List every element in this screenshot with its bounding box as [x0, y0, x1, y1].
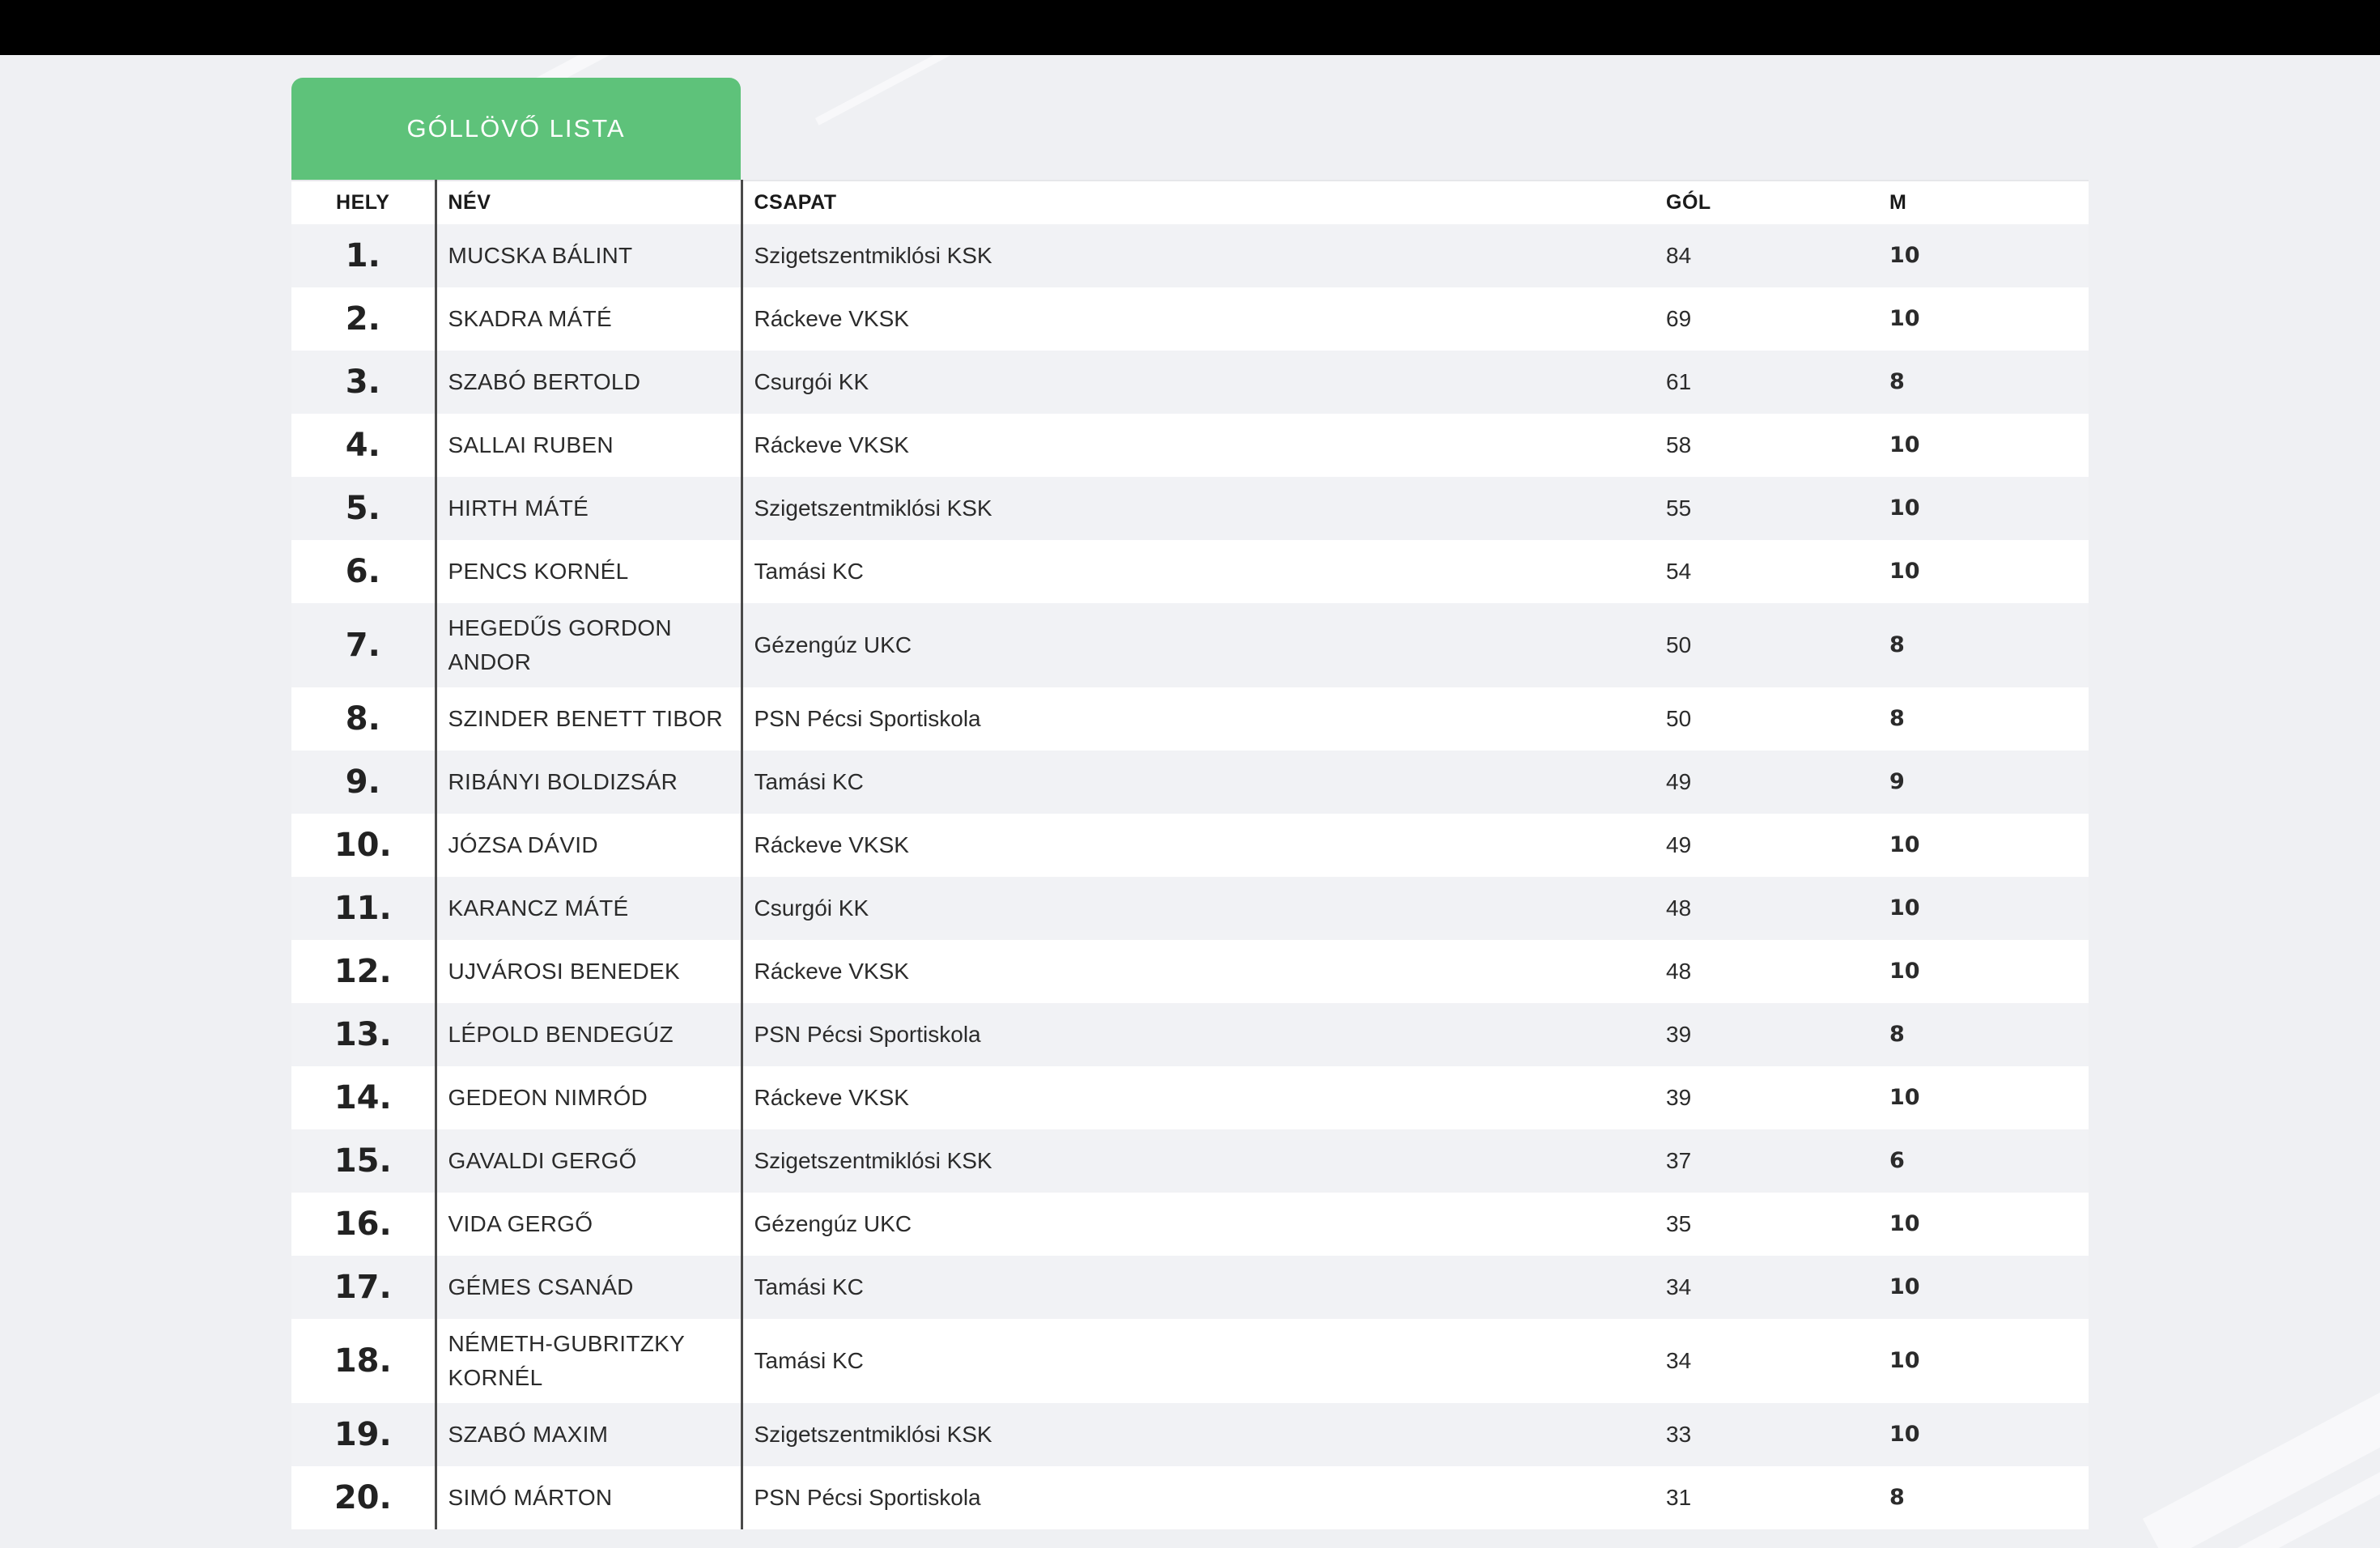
rank-cell: 1. — [345, 237, 380, 274]
table-row — [291, 1066, 2089, 1129]
team-cell: Ráckeve VKSK — [742, 814, 1655, 877]
team-cell: Gézengúz UKC — [742, 603, 1655, 687]
player-name-cell: PENCS KORNÉL — [436, 540, 742, 603]
table-row — [291, 1403, 2089, 1466]
goals-cell: 34 — [1666, 1274, 1692, 1299]
table-row — [291, 1256, 2089, 1319]
rank-cell: 12. — [334, 953, 392, 990]
team-cell: Ráckeve VKSK — [742, 414, 1655, 477]
player-name-cell: JÓZSA DÁVID — [436, 814, 742, 877]
rank-cell: 8. — [345, 700, 380, 738]
goals-cell: 49 — [1666, 832, 1692, 857]
rank-cell: 11. — [334, 890, 392, 927]
matches-cell: 8 — [1889, 1022, 1905, 1047]
table-row — [291, 414, 2089, 477]
rank-cell: 6. — [345, 553, 380, 590]
table-header-row — [291, 181, 2089, 224]
player-name-cell: MUCSKA BÁLINT — [436, 224, 742, 287]
rank-cell: 17. — [334, 1269, 392, 1306]
player-name-cell: HEGEDŰS GORDON ANDOR — [436, 603, 742, 687]
column-header-goals[interactable]: GÓL — [1666, 191, 1711, 214]
scorer-table — [291, 180, 2089, 1529]
matches-cell: 10 — [1889, 432, 1920, 457]
rank-cell: 18. — [334, 1342, 392, 1380]
goals-cell: 69 — [1666, 306, 1692, 331]
matches-cell: 10 — [1889, 243, 1920, 268]
player-name-cell: NÉMETH-GUBRITZKY KORNÉL — [436, 1319, 742, 1403]
table-body — [291, 224, 2089, 1529]
table-row — [291, 687, 2089, 751]
matches-cell: 9 — [1889, 769, 1905, 794]
table-row — [291, 1003, 2089, 1066]
team-cell: Ráckeve VKSK — [742, 940, 1655, 1003]
rank-cell: 13. — [334, 1016, 392, 1053]
column-header-name[interactable]: NÉV — [436, 181, 742, 224]
player-name-cell: SZABÓ BERTOLD — [436, 351, 742, 414]
table-row — [291, 1466, 2089, 1529]
goals-cell: 34 — [1666, 1348, 1692, 1373]
rank-cell: 20. — [334, 1479, 392, 1516]
top-bar — [0, 0, 2380, 55]
matches-cell: 10 — [1889, 1211, 1920, 1236]
table-row — [291, 287, 2089, 351]
goals-cell: 58 — [1666, 432, 1692, 457]
matches-cell: 10 — [1889, 495, 1920, 521]
table-row — [291, 540, 2089, 603]
table-row — [291, 351, 2089, 414]
team-cell: PSN Pécsi Sportiskola — [742, 687, 1655, 751]
team-cell: Tamási KC — [742, 1319, 1655, 1403]
player-name-cell: UJVÁROSI BENEDEK — [436, 940, 742, 1003]
team-cell: Szigetszentmiklósi KSK — [742, 1403, 1655, 1466]
rank-cell: 19. — [334, 1416, 392, 1453]
matches-cell: 8 — [1889, 632, 1905, 657]
team-cell: Csurgói KK — [742, 351, 1655, 414]
column-header-matches[interactable]: M — [1889, 191, 1907, 214]
column-header-rank[interactable]: HELY — [336, 191, 390, 214]
goals-cell: 50 — [1666, 706, 1692, 731]
table-row — [291, 1319, 2089, 1403]
goals-cell: 37 — [1666, 1148, 1692, 1173]
rank-cell: 7. — [345, 627, 380, 664]
matches-cell: 10 — [1889, 1348, 1920, 1373]
matches-cell: 10 — [1889, 1422, 1920, 1447]
goals-cell: 50 — [1666, 632, 1692, 657]
player-name-cell: GEDEON NIMRÓD — [436, 1066, 742, 1129]
table-row — [291, 1193, 2089, 1256]
goals-cell: 31 — [1666, 1485, 1692, 1510]
matches-cell: 6 — [1889, 1148, 1905, 1173]
goals-cell: 39 — [1666, 1085, 1692, 1110]
table-row — [291, 814, 2089, 877]
table-row — [291, 877, 2089, 940]
team-cell: Szigetszentmiklósi KSK — [742, 224, 1655, 287]
tab-scorer-list[interactable]: GÓLLÖVŐ LISTA — [291, 78, 741, 180]
goals-cell: 48 — [1666, 895, 1692, 921]
rank-cell: 5. — [345, 490, 380, 527]
table-row — [291, 1129, 2089, 1193]
player-name-cell: KARANCZ MÁTÉ — [436, 877, 742, 940]
team-cell: PSN Pécsi Sportiskola — [742, 1466, 1655, 1529]
matches-cell: 8 — [1889, 369, 1905, 394]
player-name-cell: GAVALDI GERGŐ — [436, 1129, 742, 1193]
table-row — [291, 603, 2089, 687]
goals-cell: 39 — [1666, 1022, 1692, 1047]
matches-cell: 10 — [1889, 1274, 1920, 1299]
goals-cell: 48 — [1666, 959, 1692, 984]
rank-cell: 2. — [345, 300, 380, 338]
goals-cell: 35 — [1666, 1211, 1692, 1236]
player-name-cell: VIDA GERGŐ — [436, 1193, 742, 1256]
goals-cell: 55 — [1666, 495, 1692, 521]
goals-cell: 61 — [1666, 369, 1692, 394]
rank-cell: 16. — [334, 1206, 392, 1243]
player-name-cell: SALLAI RUBEN — [436, 414, 742, 477]
rank-cell: 15. — [334, 1142, 392, 1180]
team-cell: Csurgói KK — [742, 877, 1655, 940]
player-name-cell: SKADRA MÁTÉ — [436, 287, 742, 351]
matches-cell: 10 — [1889, 306, 1920, 331]
goals-cell: 49 — [1666, 769, 1692, 794]
goals-cell: 84 — [1666, 243, 1692, 268]
scorer-list-panel — [291, 78, 2089, 1529]
table-row — [291, 940, 2089, 1003]
rank-cell: 14. — [334, 1079, 392, 1116]
matches-cell: 10 — [1889, 895, 1920, 921]
team-cell: PSN Pécsi Sportiskola — [742, 1003, 1655, 1066]
player-name-cell: SIMÓ MÁRTON — [436, 1466, 742, 1529]
rank-cell: 4. — [345, 427, 380, 464]
team-cell: Tamási KC — [742, 751, 1655, 814]
matches-cell: 10 — [1889, 832, 1920, 857]
player-name-cell: GÉMES CSANÁD — [436, 1256, 742, 1319]
rank-cell: 3. — [345, 364, 380, 401]
rank-cell: 10. — [334, 827, 392, 864]
matches-cell: 10 — [1889, 559, 1920, 584]
player-name-cell: LÉPOLD BENDEGÚZ — [436, 1003, 742, 1066]
team-cell: Ráckeve VKSK — [742, 1066, 1655, 1129]
team-cell: Tamási KC — [742, 1256, 1655, 1319]
team-cell: Szigetszentmiklósi KSK — [742, 477, 1655, 540]
matches-cell: 10 — [1889, 959, 1920, 984]
player-name-cell: HIRTH MÁTÉ — [436, 477, 742, 540]
team-cell: Tamási KC — [742, 540, 1655, 603]
table-row — [291, 224, 2089, 287]
matches-cell: 8 — [1889, 706, 1905, 731]
team-cell: Ráckeve VKSK — [742, 287, 1655, 351]
matches-cell: 8 — [1889, 1485, 1905, 1510]
player-name-cell: SZABÓ MAXIM — [436, 1403, 742, 1466]
column-header-team[interactable]: CSAPAT — [742, 181, 1655, 224]
team-cell: Szigetszentmiklósi KSK — [742, 1129, 1655, 1193]
table-row — [291, 751, 2089, 814]
goals-cell: 33 — [1666, 1422, 1692, 1447]
player-name-cell: SZINDER BENETT TIBOR — [436, 687, 742, 751]
table-row — [291, 477, 2089, 540]
goals-cell: 54 — [1666, 559, 1692, 584]
player-name-cell: RIBÁNYI BOLDIZSÁR — [436, 751, 742, 814]
matches-cell: 10 — [1889, 1085, 1920, 1110]
team-cell: Gézengúz UKC — [742, 1193, 1655, 1256]
rank-cell: 9. — [345, 763, 380, 801]
